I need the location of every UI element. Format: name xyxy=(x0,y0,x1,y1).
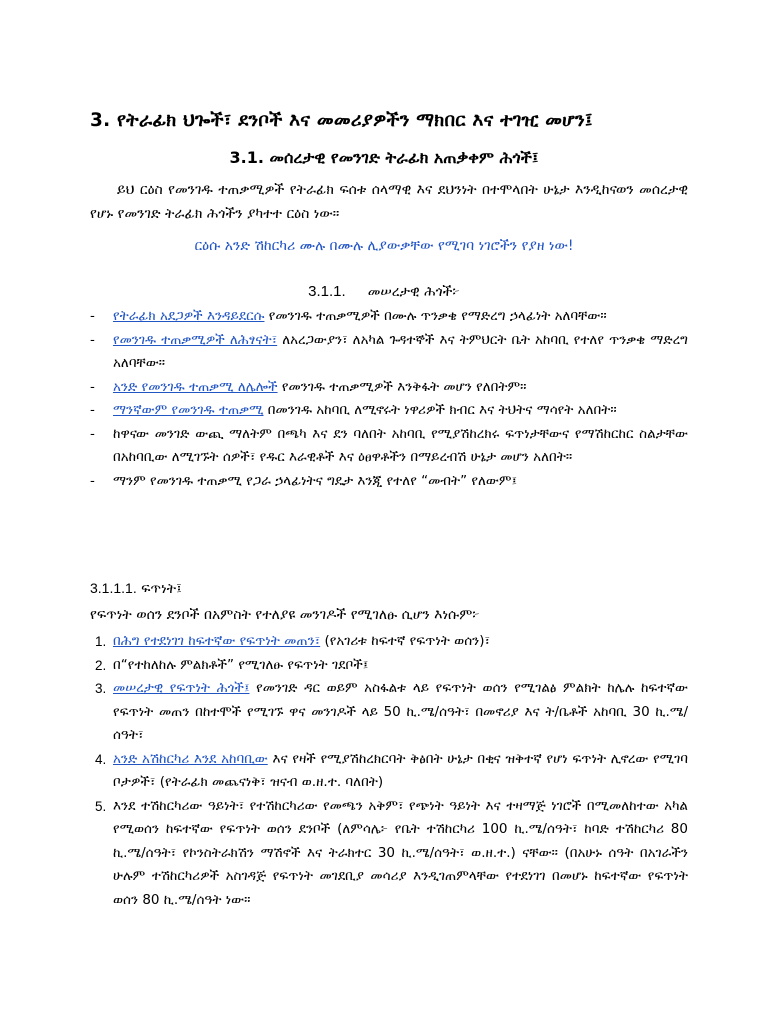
list-item xyxy=(90,305,688,329)
speed-rules-list xyxy=(90,630,688,912)
item-number: 3. xyxy=(95,681,107,696)
rule-link[interactable]: የትራፊክ አደጋዎች እንዳይደርሱ xyxy=(113,308,265,324)
list-item xyxy=(90,399,688,423)
intro-paragraph: ይህ ርዕስ የመንገዱ ተጠቃሚዎች የትራፊክ ፍሰቱ ሰላማዊ እና ደህንነት በተሞላበት ሁኔታ እንዲከናወን መሰረታዊ የሆኑ የመንገድ ትራፊክ ሕጎችን ያካተተ ርዕስ ነው። xyxy=(90,182,688,222)
basic-rules-list xyxy=(90,305,688,493)
speed-text: የመንገድ ዳር ወይም አስፋልቱ ላይ የፍጥነት ወሰን የሚገልፅ ምልክት ከሌሉ ከፍተኛው የፍጥነት መጠን በከተሞች የሚገኙ ዋና መንገዶች ላይ 50 ኪ.ሜ/ሰዓት፣ በመኖሪያ እና ት/ቤቶች አከባቢ 30 ኪ.ሜ/ ሰዓት፣ xyxy=(113,680,688,743)
rule-text: የመንገዱ ተጠቃሚዎች በሙሉ ጥንቃቄ የማድረግ ኃላፊነት አለባቸው። xyxy=(264,308,607,324)
section-heading-3-1-1 xyxy=(0,283,768,300)
speed-intro: የፍጥነት ወሰን ደንቦች በአምስት የተለያዩ መንገዶች የሚገለፁ ሲሆን እነሱም፦ xyxy=(90,607,480,623)
item-number: 4. xyxy=(95,751,107,767)
speed-text: እና የዛች የሚያሽከረክርባት ቅፅበት ሁኔታ በቂና ዝቅተኛ የሆነ ፍጥነት ሊኖረው የሚገባ ቦታዎች፣ (የትራፊክ መጨናነቅ፣ ዝናብ ወ.ዘ.ተ. ባለበት) xyxy=(113,750,688,790)
section-title: መሠረታዊ ሕጎች፦ xyxy=(367,284,460,300)
speed-link[interactable]: አንድ አሽከርካሪ እንደ አከባቢው xyxy=(113,750,268,767)
bullet-dash: - xyxy=(90,472,95,489)
rule-text: ከዋናው መንገድ ውጪ ማለትም በጫካ እና ደን ባለበት አከባቢ የሚያሽከረክሩ ፍጥነታቸውና የማሽከርከር ስልታቸው በአከባቢው ለሚገኙት ሰዎች፣ የዱር እራዊቶች እና ዕፀዋቶችን በማይረብሽ ሁኔታ መሆን አለበት። xyxy=(113,425,688,465)
item-number: 1. xyxy=(95,634,107,649)
list-item xyxy=(90,654,688,678)
rule-link[interactable]: ማንኛውም የመንገዱ ተጠቃሚ xyxy=(113,402,264,418)
section-heading-3-1: 3.1. መሰረታዊ የመንገድ ትራፊክ አጠቃቀም ሕጎች፤ xyxy=(229,148,539,167)
list-item xyxy=(90,470,688,494)
rule-text: በመንገዱ አከባቢ ለሚኖሩት ነዋሪዎች ክብር እና ትህትና ማሳየት አለበት። xyxy=(263,402,617,418)
bullet-dash: - xyxy=(90,378,95,395)
list-item xyxy=(90,329,688,376)
rule-text: የመንገዱ ተጠቃሚዎች እንቅፋት መሆን የለበትም። xyxy=(277,378,527,395)
list-item xyxy=(90,423,688,470)
page-title: 3. የትራፊክ ህጐች፣ ደንቦች እና መመሪያዎችን ማክበር እና ተገዢ መሆን፤ xyxy=(90,110,593,131)
list-item xyxy=(90,630,688,654)
bullet-dash: - xyxy=(90,331,95,348)
list-item xyxy=(90,677,688,748)
section-title: ፍጥነት፤ xyxy=(141,581,182,597)
section-heading-3-1-1-1 xyxy=(90,580,182,597)
speed-text: (የአገሪቱ ከፍተኛ የፍጥነት ወሰን)፣ xyxy=(320,633,491,649)
bullet-dash: - xyxy=(90,425,95,442)
list-item xyxy=(90,376,688,400)
item-number: 2. xyxy=(95,657,107,673)
bullet-dash: - xyxy=(90,308,95,324)
speed-text: እንደ ተሽከርካሪው ዓይነት፣ የተሽከርካሪው የመጫን አቅም፣ የጭነት ዓይነት እና ተዛማጅ ነገሮች በሚመለከተው አካል የሚወሰን ከፍተኛው የፍጥነት ወሰን ደንቦች (ለምሳሌ፦ የቤት ተሽከርካሪ 100 ኪ.ሜ/ሰዓት፣ ከባድ ተሽከርካሪ 80 ኪ.ሜ/ሰዓት፣ የኮንስትራክሽን ማሽኖች እና ትራክተር 30 ኪ.ሜ/ሰዓት፣ ወ.ዘ.ተ.) ናቸው። (በአሁኑ ሰዓት በአገራችን ሁሉም ተሽከርካሪዎች አስገዳጅ የፍጥነት መገደቢያ መሳሪያ እንዲገጠምላቸው የተደነገገ በመሆኑ ከፍተኛው የፍጥነት ወሰን 80 ኪ.ሜ/ሰዓት ነው። xyxy=(113,797,688,908)
list-item xyxy=(90,795,688,913)
speed-link[interactable]: በሕግ የተደነገገ ከፍተኛው የፍጥነት መጠን፣ xyxy=(113,633,321,649)
bullet-dash: - xyxy=(90,402,95,418)
speed-link[interactable]: መሠረታዊ የፍጥነት ሕጎች፤ xyxy=(113,680,250,696)
list-item xyxy=(90,748,688,795)
section-number: 3.1.1. xyxy=(308,283,346,300)
rule-text: ለአረጋውያን፣ ለአካል ጉዳተኞች እና ትምህርት ቤት አከባቢ የተለየ ጥንቃቄ ማድረግ አለባቸው። xyxy=(113,331,688,371)
speed-text: በ“የተከለከሉ ምልክቶች” የሚገለፁ የፍጥነት ገደቦች፤ xyxy=(113,656,369,673)
intro-note: ርዕሱ አንድ ሽከርካሪ ሙሉ በሙሉ ሊያውቃቸው የሚገባ ነገሮችን የያዘ ነው! xyxy=(194,238,574,254)
rule-link[interactable]: አንድ የመንገዱ ተጠቃሚ ለሌሎች xyxy=(113,378,278,395)
rule-link[interactable]: የመንገዱ ተጠቃሚዎች ለሕፃናት፣ xyxy=(113,331,278,348)
section-number: 3.1.1.1. xyxy=(90,580,137,596)
rule-text: ማንም የመንገዱ ተጠቃሚ የጋራ ኃላፊነትና ግዴታ እንጂ የተለየ “መብት” የለውም፤ xyxy=(113,472,517,489)
item-number: 5. xyxy=(95,798,107,814)
